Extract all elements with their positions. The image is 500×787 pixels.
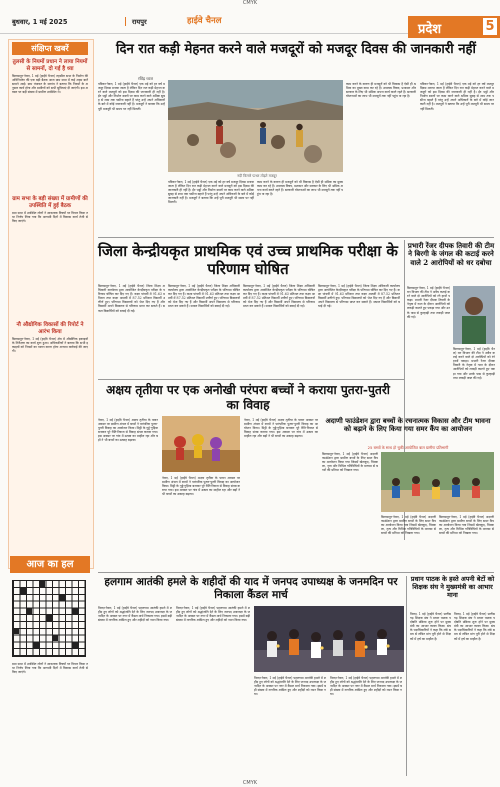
march-body-col4: तिल्दा-नेवरा, 1 मई (हाईवे चैनल) पहलगाम आतंकी हमले में शहीद हुए लोगों को श्रद्धांजलि देने के लिए जनपद उपाध्यक्ष के जन्मदिन के अवसर पर नगर में कैंडल मार्च निकाला गया। इसमें बड़ी संख्या में नागरिक शामिल हुए और शहीदों को नमन किया गया। — [330, 676, 402, 697]
brief-item3-text: बिलासपुर-नेवरा, 1 मई (हाईवे चैनल) क्षेत्र में औद्योगिक इकाइयों के निरीक्षण का कार्य शुरू हुआ। अधिकारियों ने बताया कि सभी इकाइयों को नियमों का पालन करना होगा अन्यथा कार्रवाई की जाएगी। — [12, 337, 88, 354]
foundation-body-col1: बिलासपुर-नेवरा, 1 मई (हाईवे चैनल) अदाणी फाउंडेशन द्वारा ग्रामीण बच्चों के लिए समर कैंप का आयोजन किया गया जिसमें खेलकूद, चित्रकला, नृत्य और विभिन्न गतिविधियों के माध्यम से बच्चों की प्रतिभा को निखारा गया। — [322, 452, 378, 473]
teacher-body-col1: तिल्दा, 1 मई (हाईवे चैनल) छत्तीसगढ़ शिक्षक संघ ने प्रधान पाठक पदोन्नति प्रक्रिया शुरू होने पर मुख्यमंत्री का आभार व्यक्त किया। संघ के पदाधिकारियों ने कहा कि लंबे समय से लंबित मांग पूरी होने से शिक्षकों में हर्ष का माहौल है। — [410, 612, 451, 641]
brief-item2-text: ग्राम सभा में उपस्थित लोगों ने आवश्यक विषयों पर विचार किया तथा निर्णय लिया गया कि आगामी दिनों में विकास कार्य तेजी से किए जाएंगे। — [12, 211, 88, 224]
wedding-body-col2: नेवरा, 1 मई (हाईवे चैनल) अक्षय तृतीया के पावन अवसर पर ग्रामीण अंचल में बच्चों ने पारंपरिक पुतरा-पुतरी विवाह का आयोजन किया। मिट्टी के गुड्डे-गुड़िया बनाकर पूरे रीति-रिवाज से विवाह संपन्न कराया गया। इस अवसर पर गांव में उत्सव का माहौल रहा और बड़ों ने भी बच्चों का उत्साह बढ़ाया। — [162, 476, 240, 497]
rule-1 — [98, 237, 494, 238]
officer-body-col1: बिलासपुर-नेवरा, 1 मई (हाईवे चैनल) वन विभाग की टीम ने अवैध कटाई करने वाले दो आरोपियों को रंगे हाथों पकड़ा। प्रभारी रेंजर दीपक तिवारी के नेतृत्व में गश्त के दौरान आरोपियों को लकड़ी काटते हुए पकड़ा गया और उनके पास से कुल्हाड़ी तथा लकड़ी जब्त की गई। — [407, 286, 450, 319]
march-body-col3: तिल्दा-नेवरा, 1 मई (हाईवे चैनल) पहलगाम आतंकी हमले में शहीद हुए लोगों को श्रद्धांजलि देने के लिए जनपद उपाध्यक्ष के जन्मदिन के अवसर पर नगर में कैंडल मार्च निकाला गया। इसमें बड़ी संख्या में नागरिक शामिल हुए और शहीदों को नमन किया गया। — [254, 676, 326, 697]
rule-2 — [98, 379, 404, 380]
section-tab — [408, 16, 500, 38]
labour-body-col2: पत्रिका-नेवरा, 1 मई (हाईवे चैनल) एक मई को हर वर्ष मजदूर दिवस मनाया जाता है लेकिन दिन रात कड़ी मेहनत करने वाले मजदूरों को इस दिवस की जानकारी ही नहीं है। ईंट भट्ठों और निर्माण स्थलों पर काम करने वाले श्रमिक सुबह से शाम तक पसीना बहाते हैं परंतु उन्हें अपने अधिकारों के बारे में कोई जानकारी नहीं है। मजदूरों ने बताया कि उन्हें पूरी मजदूरी भी समय पर नहीं मिलती। — [168, 180, 254, 205]
wedding-body-col1: नेवरा, 1 मई (हाईवे चैनल) अक्षय तृतीया के पावन अवसर पर ग्रामीण अंचल में बच्चों ने पारंपरिक पुतरा-पुतरी विवाह का आयोजन किया। मिट्टी के गुड्डे-गुड़िया बनाकर पूरे रीति-रिवाज से विवाह संपन्न कराया गया। इस अवसर पर गांव में उत्सव का माहौल रहा और बड़ों ने भी बच्चों का उत्साह बढ़ाया। — [98, 418, 158, 443]
brief-box-title: संक्षिप्त खबरें — [12, 42, 88, 55]
rule-3 — [98, 572, 494, 573]
march-photo — [254, 606, 404, 672]
header-divider — [125, 17, 126, 26]
foundation-subhead: 25 बच्चों के साथ हो चुकी आयोजित बाल ग्रामीण प्रतिभागी — [367, 445, 449, 450]
brief-item2-title: ग्राम सभा के बड़ी संख्या में ग्रामीणों की उपस्थिति में हुई बैठक — [12, 196, 88, 209]
city-name: रायपुर — [132, 18, 147, 26]
puzzle-clues-text: ग्राम सभा में उपस्थित लोगों ने आवश्यक विषयों पर विचार किया तथा निर्णय लिया गया कि आगामी दिनों में विकास कार्य तेजी से किए जाएंगे। — [12, 662, 88, 675]
labour-body-col1: पत्रिका-नेवरा, 1 मई (हाईवे चैनल) एक मई को हर वर्ष मजदूर दिवस मनाया जाता है लेकिन दिन रात कड़ी मेहनत करने वाले मजदूरों को इस दिवस की जानकारी ही नहीं है। ईंट भट्ठों और निर्माण स्थलों पर काम करने वाले श्रमिक सुबह से शाम तक पसीना बहाते हैं परंतु उन्हें अपने अधिकारों के बारे में कोई जानकारी नहीं है। मजदूरों ने बताया कि उन्हें पूरी मजदूरी भी समय पर नहीं मिलती। — [98, 82, 165, 111]
labour-headline: दिन रात कड़ी मेहनत करने वाले मजदूरों को मजदूर दिवस की जानकारी नहीं — [116, 42, 476, 57]
march-headline: हलगाम आतंकी हमले के शहीदों की याद में जनपद उपाध्यक्ष के जनमदिन पर निकाला कैंडल मार्च — [104, 576, 398, 601]
exam-body-col4: बिलासपुर-नेवरा, 1 मई (हाईवे चैनल) जिला शिक्षा अधिकारी कार्यालय द्वारा आयोजित केन्द्रीयकृत परीक्षा के परिणाम घोषित कर दिए गए हैं। कक्षा पांचवीं में 91.63 प्रतिशत तथा कक्षा आठवीं में 87.52 प्रतिशत विद्यार्थी उत्तीर्ण हुए। परिणाम विद्यालयों को भेज दिए गए हैं और विद्यार्थी अपने विद्यालय से परिणाम प्राप्त कर सकते हैं। सफल विद्यार्थियों को बधाई दी गई। — [318, 284, 400, 309]
labour-body-col5: पत्रिका-नेवरा, 1 मई (हाईवे चैनल) एक मई को हर वर्ष मजदूर दिवस मनाया जाता है लेकिन दिन रात कड़ी मेहनत करने वाले मजदूरों को इस दिवस की जानकारी ही नहीं है। ईंट भट्ठों और निर्माण स्थलों पर काम करने वाले श्रमिक सुबह से शाम तक पसीना बहाते हैं परंतु उन्हें अपने अधिकारों के बारे में कोई जानकारी नहीं है। मजदूरों ने बताया कि उन्हें पूरी मजदूरी भी समय पर नहीं मिलती। — [420, 82, 494, 111]
labour-body-col3: काम करने के कारण ही मजदूरों को भी विकास है ऐसी ही श्रमिक का मुख्य काम कर रहे हैं। उपलब्ध विषय, प्रशासन और सरकार के लिए भी श्रमिक अपना कार्य करते रहते हैं। सरकारी योजनाओं का लाभ भी मजदूरों तक नहीं पहुंच पा रहा है। — [257, 180, 343, 197]
bottom-color-mark: CMYK — [242, 780, 258, 786]
exam-body-col2: बिलासपुर-नेवरा, 1 मई (हाईवे चैनल) जिला शिक्षा अधिकारी कार्यालय द्वारा आयोजित केन्द्रीयकृत परीक्षा के परिणाम घोषित कर दिए गए हैं। कक्षा पांचवीं में 91.63 प्रतिशत तथा कक्षा आठवीं में 87.52 प्रतिशत विद्यार्थी उत्तीर्ण हुए। परिणाम विद्यालयों को भेज दिए गए हैं और विद्यार्थी अपने विद्यालय से परिणाम प्राप्त कर सकते हैं। सफल विद्यार्थियों को बधाई दी गई। — [168, 284, 240, 309]
officer-photo — [453, 286, 495, 344]
rule-vertical-2 — [406, 576, 407, 776]
labour-photo-caption: नदी किनारे पत्थर तोड़ते मजदूर — [237, 174, 277, 178]
wedding-photo — [162, 416, 240, 472]
date-line: बुधवार, 1 मई 2025 — [12, 18, 68, 26]
labour-byline: रविंद्र ध्वज — [138, 76, 153, 81]
crossword-grid — [12, 580, 86, 657]
brand-name: हाईवे चैनल — [187, 16, 222, 26]
teacher-body-col2: तिल्दा, 1 मई (हाईवे चैनल) छत्तीसगढ़ शिक्षक संघ ने प्रधान पाठक पदोन्नति प्रक्रिया शुरू होने पर मुख्यमंत्री का आभार व्यक्त किया। संघ के पदाधिकारियों ने कहा कि लंबे समय से लंबित मांग पूरी होने से शिक्षकों में हर्ष का माहौल है। — [454, 612, 495, 641]
wedding-headline: अक्षय तृतीया पर एक अनोखी परंपरा बच्चों ने कराया पुतरा-पुतरी का विवाह — [106, 383, 390, 412]
exam-headline: जिला केन्द्रीयकृत प्राथमिक एवं उच्च प्राथमिक परीक्षा के परिणाम घोषित — [98, 242, 398, 278]
foundation-photo — [381, 452, 494, 512]
officer-body-col2: बिलासपुर-नेवरा, 1 मई (हाईवे चैनल) वन विभाग की टीम ने अवैध कटाई करने वाले दो आरोपियों को रंगे हाथों पकड़ा। प्रभारी रेंजर दीपक तिवारी के नेतृत्व में गश्त के दौरान आरोपियों को लकड़ी काटते हुए पकड़ा गया और उनके पास से कुल्हाड़ी तथा लकड़ी जब्त की गई। — [453, 347, 495, 380]
page-number: 5 — [483, 18, 497, 35]
officer-headline: प्रभारी रेंजर दीपक तिवारी की टीम ने बिरगी के जंगल की कटाई करने वाले 2 आरोपियों को धर दबोचा — [407, 241, 495, 267]
labour-photo — [168, 80, 343, 172]
march-body-col2: तिल्दा-नेवरा, 1 मई (हाईवे चैनल) पहलगाम आतंकी हमले में शहीद हुए लोगों को श्रद्धांजलि देने के लिए जनपद उपाध्यक्ष के जन्मदिन के अवसर पर नगर में कैंडल मार्च निकाला गया। इसमें बड़ी संख्या में नागरिक शामिल हुए और शहीदों को नमन किया गया। — [176, 606, 250, 623]
aaj-ka-hal-title: आज का हल — [10, 556, 90, 573]
wedding-body-col3: नेवरा, 1 मई (हाईवे चैनल) अक्षय तृतीया के पावन अवसर पर ग्रामीण अंचल में बच्चों ने पारंपरिक पुतरा-पुतरी विवाह का आयोजन किया। मिट्टी के गुड्डे-गुड़िया बनाकर पूरे रीति-रिवाज से विवाह संपन्न कराया गया। इस अवसर पर गांव में उत्सव का माहौल रहा और बड़ों ने भी बच्चों का उत्साह बढ़ाया। — [244, 418, 318, 439]
section-name: प्रदेश — [418, 22, 442, 37]
brief-item1-text: बिलासपुर-नेवरा, 1 मई (हाईवे चैनल) तहसील सभा के निर्माण की अधिनिर्माण की एक बड़ी बैठक आज ग्राम सभा में कई अहम बातें सामने आई। ग्राम पंचायत के सरपंच ने बताया कि नियमों के अनुसार कार्य होगा और ग्रामीणों को सभी सुविधाएं दी जाएंगी। इस अवसर पर बड़ी संख्या में ग्रामीण उपस्थित थे। — [12, 74, 88, 95]
page-header — [0, 7, 500, 37]
brief-item3-title: नौ औद्योगिक विकासों की रिपोर्ट ने आरंभ किया — [16, 322, 84, 335]
exam-body-col3: बिलासपुर-नेवरा, 1 मई (हाईवे चैनल) जिला शिक्षा अधिकारी कार्यालय द्वारा आयोजित केन्द्रीयकृत परीक्षा के परिणाम घोषित कर दिए गए हैं। कक्षा पांचवीं में 91.63 प्रतिशत तथा कक्षा आठवीं में 87.52 प्रतिशत विद्यार्थी उत्तीर्ण हुए। परिणाम विद्यालयों को भेज दिए गए हैं और विद्यार्थी अपने विद्यालय से परिणाम प्राप्त कर सकते हैं। सफल विद्यार्थियों को बधाई दी गई। — [243, 284, 315, 309]
brief-item1-title: तुलसी के नियमों प्रधान ने लाया नियमों से सामनों, दो गई है ध्या — [12, 59, 88, 72]
labour-body-col4: काम करने के कारण ही मजदूरों को भी विकास है ऐसी ही श्रमिक का मुख्य काम कर रहे हैं। उपलब्ध विषय, प्रशासन और सरकार के लिए भी श्रमिक अपना कार्य करते रहते हैं। सरकारी योजनाओं का लाभ भी मजदूरों तक नहीं पहुंच पा रहा है। — [346, 82, 416, 99]
march-body-col1: तिल्दा-नेवरा, 1 मई (हाईवे चैनल) पहलगाम आतंकी हमले में शहीद हुए लोगों को श्रद्धांजलि देने के लिए जनपद उपाध्यक्ष के जन्मदिन के अवसर पर नगर में कैंडल मार्च निकाला गया। इसमें बड़ी संख्या में नागरिक शामिल हुए और शहीदों को नमन किया गया। — [98, 606, 172, 623]
teacher-headline: प्रधान पाठक के हस्ते अपनी बेटों को शिक्षक संघ ने मुख्यमंत्री का आभार माना — [410, 575, 495, 599]
exam-body-col1: बिलासपुर-नेवरा, 1 मई (हाईवे चैनल) जिला शिक्षा अधिकारी कार्यालय द्वारा आयोजित केन्द्रीयकृत परीक्षा के परिणाम घोषित कर दिए गए हैं। कक्षा पांचवीं में 91.63 प्रतिशत तथा कक्षा आठवीं में 87.52 प्रतिशत विद्यार्थी उत्तीर्ण हुए। परिणाम विद्यालयों को भेज दिए गए हैं और विद्यार्थी अपने विद्यालय से परिणाम प्राप्त कर सकते हैं। सफल विद्यार्थियों को बधाई दी गई। — [98, 284, 165, 313]
top-color-mark: CMYK — [242, 0, 258, 6]
foundation-body-col2: बिलासपुर-नेवरा, 1 मई (हाईवे चैनल) अदाणी फाउंडेशन द्वारा ग्रामीण बच्चों के लिए समर कैंप का आयोजन किया गया जिसमें खेलकूद, चित्रकला, नृत्य और विभिन्न गतिविधियों के माध्यम से बच्चों की प्रतिभा को निखारा गया। — [381, 515, 436, 536]
foundation-headline: अदाणी फाउंडेशन द्वारा बच्चों के रचनात्मक विकास और टीम भावना को बढ़ाने के लिए किया गया समर कैंप का आयोजन — [325, 417, 491, 434]
foundation-body-col3: बिलासपुर-नेवरा, 1 मई (हाईवे चैनल) अदाणी फाउंडेशन द्वारा ग्रामीण बच्चों के लिए समर कैंप का आयोजन किया गया जिसमें खेलकूद, चित्रकला, नृत्य और विभिन्न गतिविधियों के माध्यम से बच्चों की प्रतिभा को निखारा गया। — [439, 515, 494, 536]
